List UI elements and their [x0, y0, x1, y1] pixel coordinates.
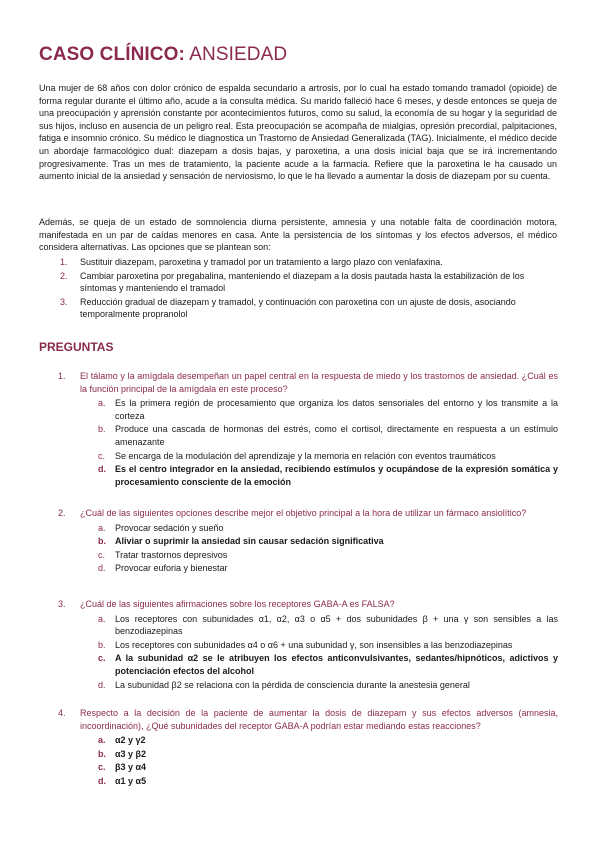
- question-text: ¿Cuál de las siguientes opciones describe mejor el objetivo principal a la hora de utilizar un fármaco ansiolítico?: [80, 508, 527, 518]
- option-number: 1.: [60, 257, 68, 267]
- answer-text: Es el centro integrador en la ansiedad, recibiendo estímulos y ocupándose de la expresión somática y procesamiento consciente de la emoción: [115, 464, 558, 487]
- answer-option-correct: [58, 463, 558, 488]
- question-1: [58, 370, 558, 489]
- answer-letter: a.: [98, 398, 106, 409]
- answer-option: [58, 549, 558, 562]
- answer-option: [58, 562, 558, 575]
- answer-list: [58, 734, 558, 787]
- question-4: [58, 707, 558, 789]
- answer-option: [58, 679, 558, 692]
- question-number: 1.: [58, 371, 66, 381]
- treatment-options-list: [60, 256, 558, 322]
- answer-letter: b.: [98, 639, 106, 650]
- answer-letter: a.: [98, 522, 106, 533]
- question-text: Respecto a la decisión de la paciente de aumentar la dosis de diazepam y sus efectos adversos (amnesia, incoordinación), ¿Qué subunidades del receptor GABA-A podrían estar mediando estas reacciones?: [80, 708, 558, 731]
- answer-option-correct: [58, 652, 558, 677]
- answer-text: Los receptores con subunidades α1, α2, α3 o α5 + dos subunidades β + una γ son sensibles a las benzodiazepinas: [115, 613, 558, 637]
- answer-letter: b.: [98, 748, 106, 759]
- answer-option: [58, 639, 558, 652]
- answer-text: α3 y β2: [115, 748, 147, 759]
- question-number: 4.: [58, 708, 66, 718]
- option-number: 2.: [60, 270, 68, 281]
- title-topic: ANSIEDAD: [189, 44, 288, 65]
- question-number: 3.: [58, 599, 66, 609]
- answer-text: α2 y γ2: [115, 735, 146, 746]
- answer-list: [58, 613, 558, 692]
- answer-option: [58, 748, 558, 761]
- answer-letter: d.: [98, 464, 106, 475]
- treatment-option: [60, 256, 558, 269]
- answer-option-correct: [58, 535, 558, 548]
- case-paragraph-2: Además, se queja de un estado de somnolencia diurna persistente, amnesia y una notable falta de coordinación motora, manifestada en un par de caídas menores en casa. Ante la persistencia de los síntomas y los efectos adversos, el médico considera alternativas. Las opciones que se plantean son:: [39, 217, 557, 253]
- answer-option: [58, 734, 558, 747]
- question-text: El tálamo y la amígdala desempeñan un papel central en la respuesta de miedo y los trastornos de ansiedad. ¿Cuál es la función principal de la amígdala en este proceso?: [80, 371, 558, 394]
- question-number: 2.: [58, 508, 66, 518]
- answer-text: β3 y α4: [115, 762, 147, 773]
- answer-text: Es la primera región de procesamiento que organiza los datos sensoriales del entorno y los transmite a la corteza: [115, 398, 558, 421]
- answer-text: Produce una cascada de hormonas del estrés, como el cortisol, directamente en respuesta a un estímulo amenazante: [115, 424, 558, 447]
- answer-letter: c.: [98, 762, 106, 773]
- answer-text: Los receptores con subunidades α4 o α6 + una subunidad γ, son insensibles a las benzodiazepinas: [115, 639, 513, 650]
- answer-option: [58, 423, 558, 448]
- option-number: 3.: [60, 296, 68, 307]
- answer-letter: b.: [98, 424, 106, 435]
- answer-text: Provocar euforia y bienestar: [115, 563, 228, 574]
- case-paragraph-1: Una mujer de 68 años con dolor crónico de espalda secundario a artrosis, por lo cual ha estado tomando tramadol (opioide) de forma regular durante el último año, acude a la consulta médica. Su marido falleció hace 6 meses, y desde entonces se queja de una preocupación y aprensión constante por acontecimientos futuros, como su salud, la economía de su hogar y la seguridad de sus hijos, incluso en ausencia de un peligro real. Esta preocupación se acompaña de mialgias, opresión precordial, palpitaciones, fatiga e insomnio crónico. Su médico le diagnostica un Trastorno de Ansiedad Generalizada (TAG). Inicialmente, el médico decide un abordaje farmacológico dual: diazepam a dosis bajas, y paroxetina, a una dosis inicial baja que se irá incrementando progresivamente. Tras un mes de tratamiento, la paciente acude a la farmacia. Refiere que la paroxetina le ha causado un aumento inicial de la ansiedad y sensación de nerviosismo, lo que le ha llevado a aumentar la dosis de diazepam por su cuenta.: [39, 83, 557, 182]
- answer-text: Tratar trastornos depresivos: [115, 549, 228, 560]
- option-text: Reducción gradual de diazepam y tramadol, y continuación con paroxetina con un ajuste de dosis, asociando temporalmente propranolol: [80, 296, 516, 320]
- answer-letter: a.: [98, 613, 106, 624]
- answer-text: α1 y α5: [115, 775, 147, 786]
- answer-letter: a.: [98, 735, 106, 746]
- answer-list: [58, 522, 558, 575]
- answer-text: Se encarga de la modulación del aprendizaje y la memoria en relación con eventos traumáticos: [115, 450, 496, 461]
- questions-heading: PREGUNTAS: [39, 340, 114, 354]
- answer-text: La subunidad β2 se relaciona con la pérdida de consciencia durante la anestesia general: [115, 679, 470, 690]
- treatment-option: [60, 270, 558, 295]
- option-text: Cambiar paroxetina por pregabalina, manteniendo el diazepam a la dosis pautada hasta la estabilización de los síntomas y manteniendo el tramadol: [80, 270, 525, 294]
- treatment-option: [60, 296, 558, 321]
- page-title: [39, 44, 287, 66]
- answer-letter: b.: [98, 536, 106, 547]
- answer-text: Aliviar o suprimir la ansiedad sin causar sedación significativa: [115, 536, 384, 547]
- answer-list: [58, 397, 558, 488]
- answer-letter: d.: [98, 563, 106, 574]
- answer-option: [58, 522, 558, 535]
- option-text: Sustituir diazepam, paroxetina y tramadol por un tratamiento a largo plazo con venlafaxina.: [80, 257, 443, 267]
- question-3: [58, 598, 558, 692]
- answer-letter: d.: [98, 775, 106, 786]
- answer-option: [58, 613, 558, 638]
- title-prefix: CASO CLÍNICO:: [39, 44, 185, 65]
- answer-letter: c.: [98, 653, 106, 664]
- answer-option: [58, 761, 558, 774]
- answer-option: [58, 450, 558, 463]
- answer-letter: c.: [98, 450, 106, 461]
- answer-letter: c.: [98, 549, 106, 560]
- answer-letter: d.: [98, 679, 106, 690]
- answer-option: [58, 397, 558, 422]
- answer-text: A la subunidad α2 se le atribuyen los efectos anticonvulsivantes, sedantes/hipnóticos, adictivos y potenciación efectos del alcohol: [115, 653, 558, 676]
- answer-option-correct: [58, 775, 558, 788]
- answer-text: Provocar sedación y sueño: [115, 522, 224, 533]
- question-2: [58, 507, 558, 576]
- question-text: ¿Cuál de las siguientes afirmaciones sobre los receptores GABA-A es FALSA?: [80, 599, 395, 609]
